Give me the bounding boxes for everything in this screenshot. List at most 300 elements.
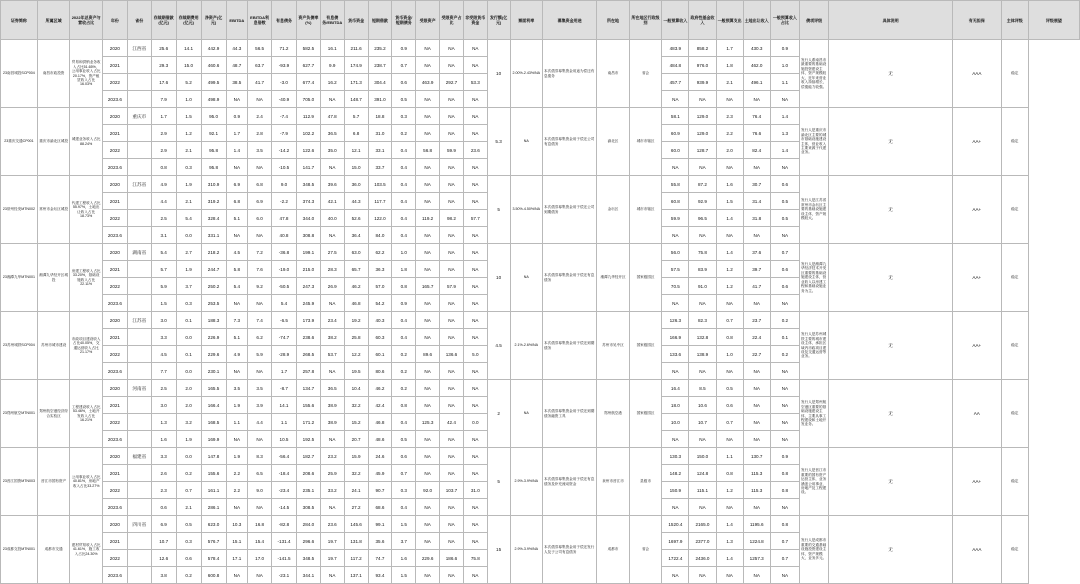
value-cell: 1224.8 [743, 533, 770, 550]
city-cell: 苏州市吴中区 [597, 312, 630, 380]
value-cell: 2.0 [176, 397, 201, 414]
value-cell: 2.6 [151, 465, 176, 482]
province-cell [127, 363, 151, 380]
value-cell: 23.6 [320, 516, 344, 533]
value-cell: 0.2 [392, 125, 416, 142]
value-cell: 74.7 [368, 550, 392, 567]
value-cell: 0.2 [392, 363, 416, 380]
year-cell: 2023.6 [102, 227, 127, 244]
value-cell: NA [463, 448, 487, 465]
bond-name-cell: 23重庆交通CP001 [1, 108, 38, 176]
value-cell: 1.3 [770, 125, 799, 142]
value-cell: 96.5 [689, 210, 716, 227]
value-cell: NA [743, 159, 770, 176]
value-cell: 1697.9 [662, 533, 689, 550]
value-cell: 132.8 [689, 329, 716, 346]
value-cell: 1.9 [176, 431, 201, 448]
value-cell: 38.9 [320, 397, 344, 414]
value-cell: 1.5 [176, 108, 201, 125]
value-cell: 1.3 [151, 414, 176, 431]
value-cell: 38.5 [226, 74, 248, 91]
value-cell: 5.0 [463, 346, 487, 363]
value-cell: 42.4 [440, 414, 464, 431]
bond-name-cell: 23苏州城铁SCP004 [1, 312, 38, 380]
value-cell: 53.3 [463, 74, 487, 91]
value-cell: 344.1 [296, 567, 320, 584]
value-cell: 57.5 [662, 261, 689, 278]
term-cell: 10 [487, 244, 510, 312]
value-cell: NA [463, 91, 487, 108]
value-cell: 7.4 [248, 312, 272, 329]
value-cell: 0.6 [716, 397, 743, 414]
rate-cell: 3.50%-4.50%/NA [510, 176, 543, 244]
column-header: 证券简称 [1, 1, 38, 40]
value-cell: 5.4 [272, 295, 297, 312]
value-cell: 46.2 [368, 380, 392, 397]
region-cell: 郑州航空港经济综合实验区 [37, 380, 70, 448]
value-cell: 29.3 [151, 57, 176, 74]
value-cell: -23.4 [272, 482, 297, 499]
value-cell: NA [320, 227, 344, 244]
value-cell: NA [416, 176, 440, 193]
value-cell: NA [226, 431, 248, 448]
province-cell [127, 278, 151, 295]
outlook-cell: 稳定 [1001, 380, 1028, 448]
value-cell: NA [440, 125, 464, 142]
province-cell: 重庆市 [127, 108, 151, 125]
table-row [1, 448, 1080, 465]
value-cell: 0.3 [392, 482, 416, 499]
value-cell: 19.2 [344, 312, 368, 329]
value-cell: NA [463, 40, 487, 57]
value-cell: 3.9 [248, 397, 272, 414]
value-cell: 2.1 [716, 74, 743, 91]
value-cell: 2.4 [248, 108, 272, 125]
year-cell: 2021 [102, 329, 127, 346]
value-cell: 247.3 [296, 278, 320, 295]
value-cell: 3.0 [151, 397, 176, 414]
value-cell: 0.4 [392, 193, 416, 210]
province-cell [127, 329, 151, 346]
value-cell: 0.4 [392, 159, 416, 176]
value-cell: 7.9 [151, 91, 176, 108]
value-cell: 83.9 [689, 261, 716, 278]
value-cell: 3.1 [151, 227, 176, 244]
value-cell: -18.4 [272, 465, 297, 482]
value-cell: NA [770, 567, 799, 584]
value-cell: 2.7 [176, 244, 201, 261]
value-cell: 131.8 [344, 533, 368, 550]
value-cell: 1.3 [716, 533, 743, 550]
value-cell: 238.6 [296, 329, 320, 346]
value-cell: 57.0 [368, 278, 392, 295]
value-cell: 37.6 [743, 244, 770, 261]
column-header: 货币资金/短期债务 [392, 1, 416, 40]
column-header: EBITDA利息倍数 [248, 1, 272, 40]
column-header: 募集资金用途 [543, 1, 597, 40]
value-cell: NA [248, 91, 272, 108]
value-cell: NA [440, 397, 464, 414]
value-cell: NA [440, 261, 464, 278]
column-header: 一般预算支出 [716, 1, 743, 40]
value-cell: 1.5 [392, 567, 416, 584]
value-cell: 54.2 [368, 295, 392, 312]
value-cell: 182.7 [296, 448, 320, 465]
value-cell: 230.1 [201, 363, 226, 380]
value-cell: 134.7 [296, 380, 320, 397]
outlook-cell: 稳定 [1001, 312, 1028, 380]
value-cell: 141.7 [296, 159, 320, 176]
value-cell: 36.4 [344, 227, 368, 244]
value-cell: 119.2 [416, 210, 440, 227]
value-cell: 128.7 [689, 142, 716, 159]
value-cell: NA [416, 91, 440, 108]
value-cell: 6.9 [248, 193, 272, 210]
value-cell: NA [440, 567, 464, 584]
value-cell: NA [226, 567, 248, 584]
value-cell: 17.1 [226, 550, 248, 567]
value-cell: 41.7 [743, 278, 770, 295]
value-cell: 117.7 [368, 193, 392, 210]
value-cell: 112.9 [296, 108, 320, 125]
value-cell: 26.9 [320, 278, 344, 295]
value-cell: NA [716, 499, 743, 516]
value-cell: 38.2 [320, 329, 344, 346]
value-cell: 103.5 [368, 176, 392, 193]
value-cell: -82.8 [272, 516, 297, 533]
outlook-cell: 稳定 [1001, 516, 1028, 584]
value-cell: 0.7 [770, 550, 799, 567]
value-cell: 4.9 [151, 176, 176, 193]
rate-cell: 2.1%-2.6%/NA [510, 312, 543, 380]
value-cell: NA [743, 567, 770, 584]
value-cell: 46.8 [344, 295, 368, 312]
province-cell: 湖南省 [127, 244, 151, 261]
table-row [1, 176, 1080, 193]
value-cell: NA [463, 227, 487, 244]
profile-cell: 房建工程收入占比33.20%，基础设施收入占比22.11% [70, 244, 103, 312]
value-cell: 70.5 [662, 278, 689, 295]
column-header: 2022年总资产与营收占比 [70, 1, 103, 40]
value-cell: 2.0 [716, 142, 743, 159]
value-cell: 0.6 [770, 278, 799, 295]
value-cell: 0.7 [716, 312, 743, 329]
value-cell: 31.8 [743, 210, 770, 227]
value-cell: 257.8 [296, 363, 320, 380]
value-cell: 344.0 [296, 210, 320, 227]
value-cell: NA [743, 499, 770, 516]
note-cell: 发行人是苏州城铁主要的城市建设主体，承担区域内市政项目建设及交通运营等业务。 [800, 312, 829, 380]
value-cell: NA [416, 108, 440, 125]
value-cell: 82.3 [689, 312, 716, 329]
value-cell: NA [320, 295, 344, 312]
column-header: 受限资产 [416, 1, 440, 40]
value-cell: 1.4 [770, 108, 799, 125]
value-cell: 95.8 [201, 159, 226, 176]
column-header: 资产负债率(%) [296, 1, 320, 40]
value-cell: 5.1 [226, 329, 248, 346]
value-cell: 57.9 [440, 278, 464, 295]
value-cell: 10.7 [151, 533, 176, 550]
value-cell: 1.4 [226, 142, 248, 159]
province-cell [127, 465, 151, 482]
year-cell: 2021 [102, 193, 127, 210]
value-cell: NA [440, 329, 464, 346]
value-cell: NA [440, 227, 464, 244]
value-cell: 155.6 [296, 397, 320, 414]
value-cell: 36.5 [320, 125, 344, 142]
value-cell: 215.0 [296, 261, 320, 278]
province-cell [127, 414, 151, 431]
bond-name-cell: 23常州经发MTN002 [1, 176, 38, 244]
value-cell: 2.3 [716, 108, 743, 125]
rating-cell: AAA [952, 516, 1001, 584]
term-cell: 5 [487, 448, 510, 516]
value-cell: 4.5 [226, 244, 248, 261]
year-cell: 2022 [102, 210, 127, 227]
value-cell: NA [440, 91, 464, 108]
value-cell: NA [463, 244, 487, 261]
year-cell: 2022 [102, 142, 127, 159]
value-cell: 304.4 [368, 74, 392, 91]
value-cell: 348.5 [296, 176, 320, 193]
value-cell: NA [662, 295, 689, 312]
value-cell: 623.0 [201, 516, 226, 533]
value-cell: 229.6 [416, 550, 440, 567]
province-cell: 福建省 [127, 448, 151, 465]
value-cell: 244.7 [201, 261, 226, 278]
note-cell: 发行人是湘潭九华经济技术开发区重要的基础设施建设主体，营业收入以房建工程和基础设施业务为主。 [800, 244, 829, 312]
value-cell: 148.2 [662, 465, 689, 482]
value-cell: 1.0 [176, 91, 201, 108]
use-cell: 本次债券募集资金用于偿还到期债务 [543, 312, 597, 380]
value-cell: 45.9 [368, 465, 392, 482]
value-cell: 2.1 [176, 499, 201, 516]
value-cell: 0.8 [716, 465, 743, 482]
value-cell: 93.4 [368, 567, 392, 584]
value-cell: 122.0 [368, 210, 392, 227]
value-cell: -8.7 [272, 380, 297, 397]
guarantee-cell: 无 [829, 176, 953, 244]
year-cell: 2023.6 [102, 431, 127, 448]
value-cell: NA [440, 380, 464, 397]
use-cell: 本次债券募集资金用于偿还有息债务 [543, 244, 597, 312]
value-cell: 0.4 [392, 227, 416, 244]
value-cell: NA [440, 533, 464, 550]
value-cell: NA [716, 227, 743, 244]
value-cell: 80.6 [368, 363, 392, 380]
value-cell: 5.8 [226, 261, 248, 278]
province-cell [127, 159, 151, 176]
value-cell: 60.1 [368, 346, 392, 363]
value-cell: 92.0 [416, 482, 440, 499]
value-cell: 63.0 [344, 244, 368, 261]
value-cell: -7.9 [272, 125, 297, 142]
value-cell: 6.8 [344, 125, 368, 142]
value-cell: 582.5 [296, 40, 320, 57]
value-cell: 2.0 [176, 380, 201, 397]
city-cell: 金坛区 [597, 176, 630, 244]
value-cell: -14.5 [272, 499, 297, 516]
province-cell: 江苏省 [127, 176, 151, 193]
value-cell: 174.9 [344, 57, 368, 74]
value-cell: 15.0 [344, 159, 368, 176]
value-cell: NA [716, 295, 743, 312]
value-cell: 38.9 [320, 414, 344, 431]
value-cell: 5.4 [151, 244, 176, 261]
value-cell: 117.2 [344, 550, 368, 567]
column-header: 政府性基金收入 [689, 1, 716, 40]
value-cell: 1.5 [392, 516, 416, 533]
value-cell: NA [743, 295, 770, 312]
value-cell: 18.8 [368, 108, 392, 125]
rating-cell: AA+ [952, 312, 1001, 380]
value-cell: 47.8 [320, 108, 344, 125]
use-cell: 本次债券募集资金用于偿还到期债务融资工具 [543, 380, 597, 448]
value-cell: -36.8 [272, 244, 297, 261]
column-header: 净资产(亿元) [201, 1, 226, 40]
value-cell: 0.2 [770, 312, 799, 329]
value-cell: 23.7 [743, 312, 770, 329]
value-cell: 36.3 [368, 261, 392, 278]
value-cell: 0.8 [716, 329, 743, 346]
value-cell: 39.6 [320, 176, 344, 193]
value-cell: 42.1 [320, 193, 344, 210]
value-cell: NA [440, 108, 464, 125]
rating-cell: AA+ [952, 244, 1001, 312]
value-cell: 0.5 [176, 516, 201, 533]
value-cell: 147.8 [201, 448, 226, 465]
profile-cell: 城建业务收入占比88.24% [70, 108, 103, 176]
column-header: 一般预算收入 [662, 1, 689, 40]
value-cell: 145.6 [344, 516, 368, 533]
value-cell: 7.3 [226, 312, 248, 329]
value-cell: NA [416, 516, 440, 533]
value-cell: NA [743, 380, 770, 397]
value-cell: 5.1 [226, 210, 248, 227]
column-header: 有无担保 [952, 1, 1001, 40]
value-cell: 75.8 [463, 550, 487, 567]
value-cell: NA [248, 499, 272, 516]
province-cell: 江西省 [127, 40, 151, 57]
column-header: 评级展望 [1028, 1, 1079, 40]
guarantee-cell: 无 [829, 312, 953, 380]
value-cell: 186.6 [440, 550, 464, 567]
value-cell: NA [440, 312, 464, 329]
value-cell: NA [743, 414, 770, 431]
value-cell: 102.2 [296, 125, 320, 142]
value-cell: 15.9 [344, 448, 368, 465]
value-cell: NA [770, 499, 799, 516]
value-cell: 148.7 [344, 91, 368, 108]
value-cell: 218.2 [201, 244, 226, 261]
value-cell: NA [463, 312, 487, 329]
outlook-cell: 稳定 [1001, 176, 1028, 244]
value-cell: NA [743, 397, 770, 414]
value-cell: NA [416, 567, 440, 584]
value-cell: 238.7 [368, 57, 392, 74]
value-cell: 115.3 [743, 465, 770, 482]
value-cell: 23.4 [320, 312, 344, 329]
value-cell: 3.5 [248, 380, 272, 397]
value-cell: 168.5 [201, 414, 226, 431]
value-cell: 6.9 [151, 516, 176, 533]
value-cell: NA [770, 414, 799, 431]
value-cell: 0.6 [392, 74, 416, 91]
value-cell: 36.0 [344, 176, 368, 193]
value-cell: -56.4 [272, 448, 297, 465]
value-cell: 60.9 [662, 125, 689, 142]
value-cell: 171.3 [344, 74, 368, 91]
value-cell: 0.0 [463, 414, 487, 431]
value-cell: 19.7 [320, 550, 344, 567]
value-cell: 229.6 [201, 346, 226, 363]
value-cell: 63.7 [248, 57, 272, 74]
value-cell: 3.2 [176, 414, 201, 431]
use-cell: 本次债券募集资金用于偿还公司到期债务 [543, 176, 597, 244]
value-cell: NA [440, 193, 464, 210]
region-cell: 成都市交通 [37, 516, 70, 584]
outlook-cell: 稳定 [1001, 448, 1028, 516]
value-cell: 245.9 [296, 295, 320, 312]
value-cell: 0.7 [770, 244, 799, 261]
year-cell: 2020 [102, 380, 127, 397]
value-cell: 92.9 [689, 193, 716, 210]
value-cell: NA [226, 499, 248, 516]
header-row [1, 1, 1080, 40]
province-cell [127, 567, 151, 584]
value-cell: NA [463, 125, 487, 142]
value-cell: 1195.6 [743, 516, 770, 533]
value-cell: NA [770, 380, 799, 397]
column-header: 所属区域 [37, 1, 70, 40]
year-cell: 2022 [102, 74, 127, 91]
value-cell: 499.5 [201, 74, 226, 91]
province-cell [127, 125, 151, 142]
value-cell: NA [416, 227, 440, 244]
value-cell: NA [463, 533, 487, 550]
value-cell: 3.3 [151, 329, 176, 346]
year-cell: 2023.6 [102, 159, 127, 176]
value-cell: 10.3 [226, 516, 248, 533]
value-cell: 0.0 [176, 448, 201, 465]
level-cell: 省会 [629, 516, 662, 584]
value-cell: 4.5 [151, 346, 176, 363]
year-cell: 2022 [102, 482, 127, 499]
value-cell: NA [689, 567, 716, 584]
province-cell [127, 261, 151, 278]
value-cell: NA [463, 261, 487, 278]
value-cell: 15.0 [176, 57, 201, 74]
value-cell: -28.9 [272, 346, 297, 363]
value-cell: 3.5 [248, 142, 272, 159]
value-cell: 0.8 [392, 397, 416, 414]
city-cell: 湘潭九华经开区 [597, 244, 630, 312]
value-cell: 677.4 [296, 74, 320, 91]
value-cell: NA [320, 499, 344, 516]
column-header: 票面利率 [510, 1, 543, 40]
value-cell: 1.9 [176, 176, 201, 193]
value-cell: 976.0 [689, 57, 716, 74]
value-cell: 48.7 [226, 57, 248, 74]
province-cell [127, 210, 151, 227]
level-cell: 城市市辖区 [629, 108, 662, 176]
value-cell: 22.4 [743, 329, 770, 346]
term-cell: 2 [487, 380, 510, 448]
value-cell: NA [440, 159, 464, 176]
value-cell: NA [689, 363, 716, 380]
value-cell: 133.6 [662, 346, 689, 363]
